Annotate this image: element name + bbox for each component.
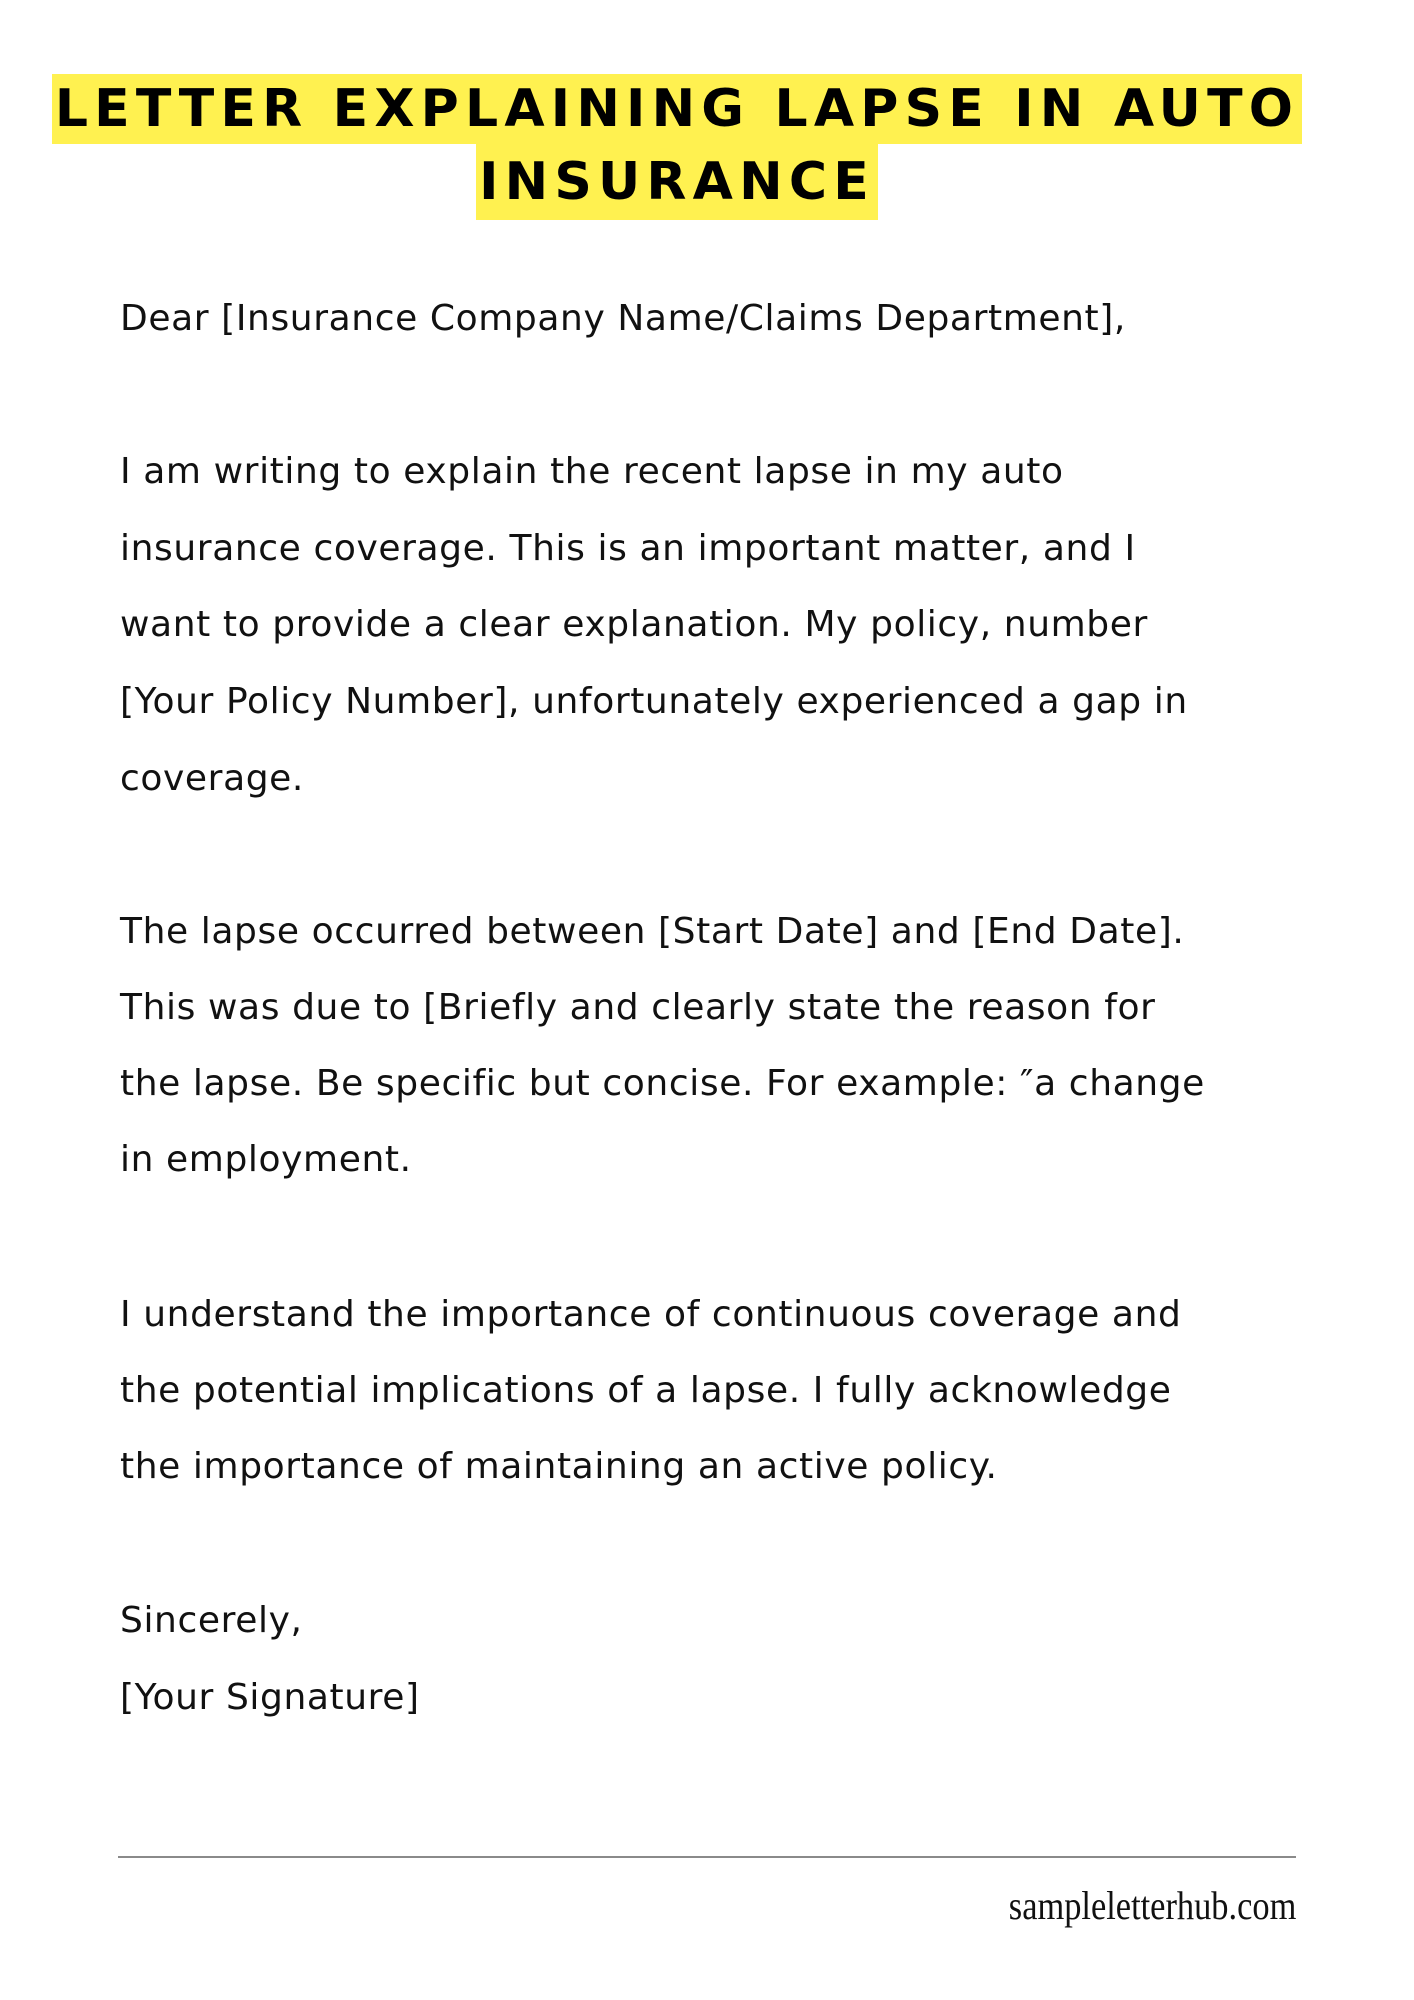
paragraph-line: the lapse. Be specific but concise. For example: ″a change <box>120 1063 1205 1104</box>
page-title-line-2: INSURANCE <box>479 152 875 212</box>
paragraph-line: [Your Policy Number], unfortunately experienced a gap in <box>120 681 1188 722</box>
paragraph-line: the potential implications of a lapse. I fully acknowledge <box>120 1370 1172 1411</box>
paragraph-line: insurance coverage. This is an important matter, and I <box>120 528 1136 569</box>
paragraph-line: coverage. <box>120 758 304 799</box>
paragraph-line: in employment. <box>120 1139 412 1180</box>
signature-placeholder: [Your Signature] <box>120 1677 420 1718</box>
title-highlight-line-2 <box>476 144 878 220</box>
paragraph-line: want to provide a clear explanation. My policy, number <box>120 604 1148 645</box>
paragraph-line: I am writing to explain the recent lapse in my auto <box>120 451 1064 492</box>
salutation: Dear [Insurance Company Name/Claims Department], <box>120 298 1126 339</box>
paragraph-line: This was due to [Briefly and clearly state the reason for <box>120 987 1156 1028</box>
footer-site-name: sampleletterhub.com <box>1008 1883 1296 1928</box>
paragraph-line: the importance of maintaining an active policy. <box>120 1446 998 1487</box>
title-highlight-line-1 <box>52 74 1302 144</box>
footer-divider <box>118 1856 1296 1858</box>
closing: Sincerely, <box>120 1600 303 1641</box>
paragraph-line: The lapse occurred between [Start Date] and [End Date]. <box>120 911 1185 952</box>
page-title-line-1: LETTER EXPLAINING LAPSE IN AUTO <box>54 79 1300 139</box>
paragraph-line: I understand the importance of continuous coverage and <box>120 1294 1182 1335</box>
